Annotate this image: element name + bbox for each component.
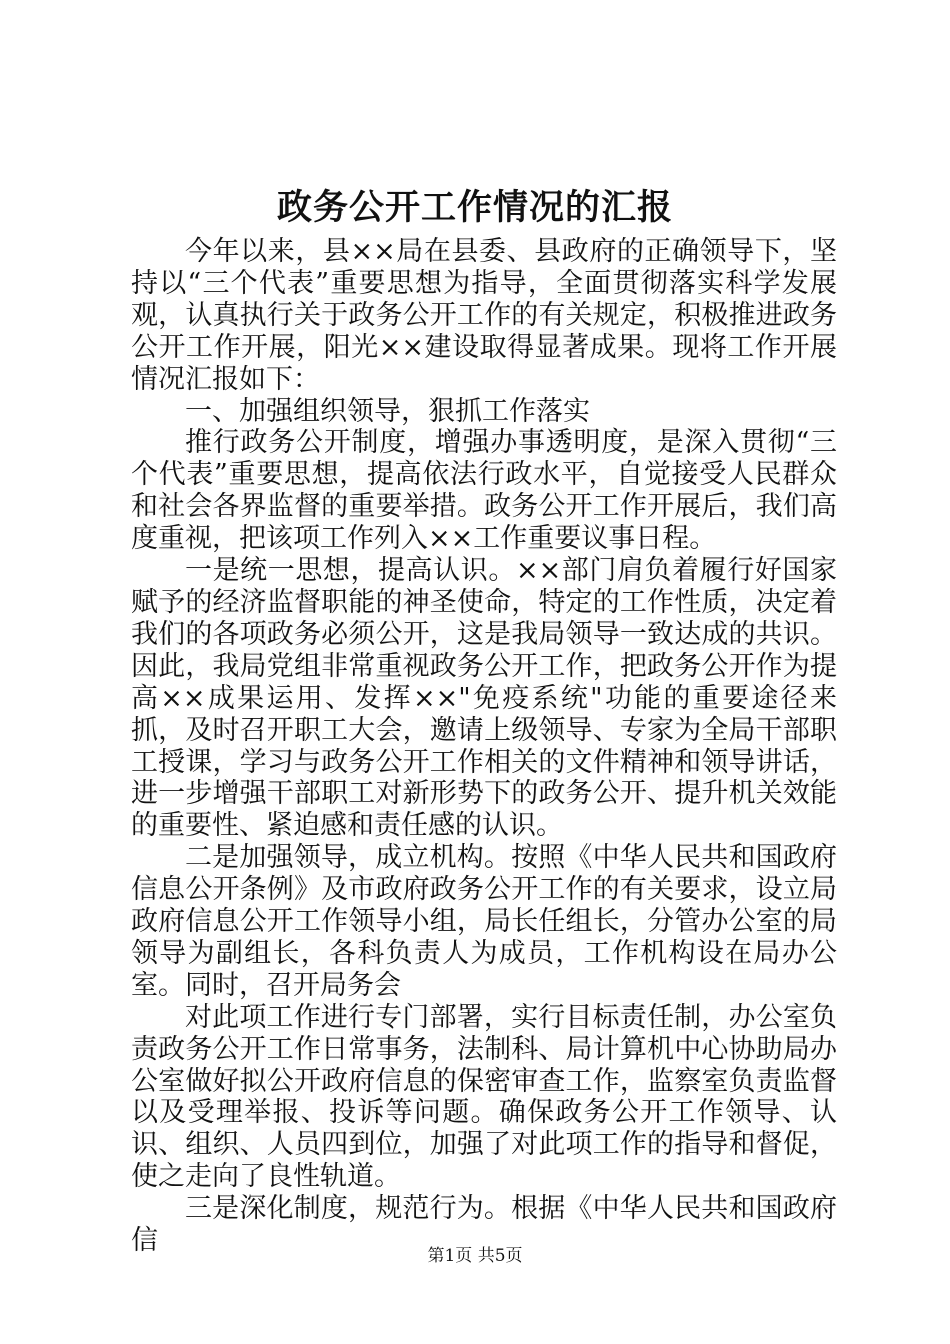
document-body (131, 236, 837, 1257)
paragraph-point-2-continued: 对此项工作进行专门部署，实行目标责任制，办公室负责政务公开工作日常事务，法制科、局计算机中心协助局办公室做好拟公开政府信息的保密审查工作，监察室负责监督以及受理举报、投诉等问题。确保政务公开工作领导、认识、组织、人员四到位，加强了对此项工作的指导和督促，使之走向了良性轨道。 (131, 1001, 837, 1193)
paragraph-intro: 今年以来，县××局在县委、县政府的正确领导下，坚持以“三个代表”重要思想为指导，全面贯彻落实科学发展观，认真执行关于政务公开工作的有关规定，积极推进政务公开工作开展，阳光××建设取得显著成果。现将工作开展情况汇报如下： (131, 236, 837, 395)
page-number-footer: 第1页 共5页 (427, 1246, 523, 1266)
paragraph-point-1: 一是统一思想，提高认识。××部门肩负着履行好国家赋予的经济监督职能的神圣使命，特定的工作性质，决定着我们的各项政务必须公开，这是我局领导一致达成的共识。因此，我局党组非常重视政务公开工作，把政务公开作为提高××成果运用、发挥××"免疫系统"功能的重要途径来抓，及时召开职工大会，邀请上级领导、专家为全局干部职工授课，学习与政务公开工作相关的文件精神和领导讲话，进一步增强干部职工对新形势下的政务公开、提升机关效能的重要性、紧迫感和责任感的认识。 (131, 555, 837, 842)
section-heading-1: 一、加强组织领导，狠抓工作落实 (185, 395, 590, 427)
paragraph-point-3: 三是深化制度，规范行为。根据《中华人民共和国政府信 (131, 1193, 837, 1257)
document-title: 政务公开工作情况的汇报 (276, 187, 673, 228)
paragraph-point-2: 二是加强领导，成立机构。按照《中华人民共和国政府信息公开条例》及市政府政务公开工作的有关要求，设立局政府信息公开工作领导小组，局长任组长，分管办公室的局领导为副组长，各科负责人为成员，工作机构设在局办公室。同时，召开局务会 (131, 842, 837, 1001)
paragraph-section-1: 推行政务公开制度，增强办事透明度，是深入贯彻“三个代表”重要思想，提高依法行政水平，自觉接受人民群众和社会各界监督的重要举措。政务公开工作开展后，我们高度重视，把该项工作列入××工作重要议事日程。 (131, 427, 837, 555)
